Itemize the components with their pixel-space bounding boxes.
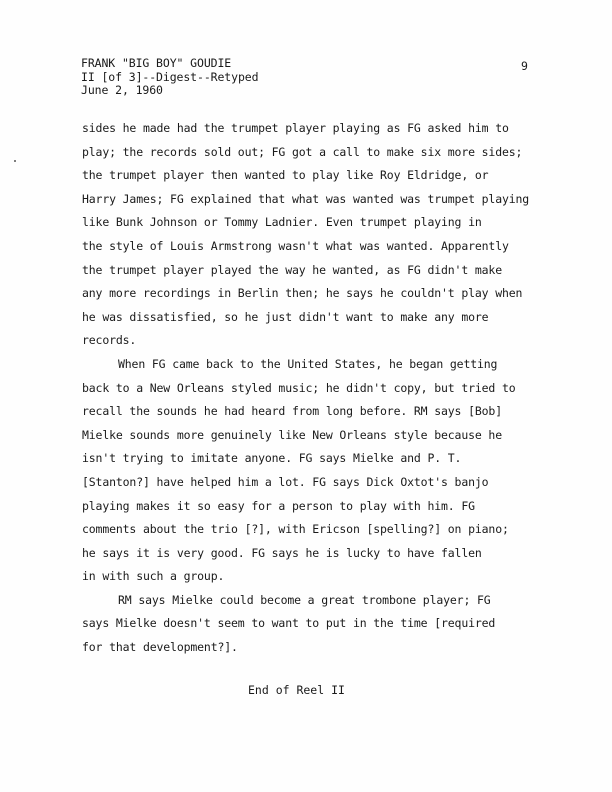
text-line: comments about the trio [?], with Ericson [spelling?] on piano;	[82, 522, 509, 537]
text-line: back to a New Orleans styled music; he didn't copy, but tried to	[82, 380, 516, 395]
text-line: play; the records sold out; FG got a call to make six more sides;	[82, 144, 523, 159]
text-line: for that development?].	[82, 640, 238, 655]
text-line: Mielke sounds more genuinely like New Orleans style because he	[82, 427, 502, 442]
text-line: When FG came back to the United States, he began getting	[118, 356, 498, 371]
text-line: records.	[82, 333, 137, 348]
text-line: says Mielke doesn't seem to want to put in the time [required	[82, 616, 496, 631]
text-line: he was dissatisfied, so he just didn't want to make any more	[82, 309, 489, 324]
header-reel-info: II [of 3]--Digest--Retyped	[81, 69, 259, 84]
text-line: [Stanton?] have helped him a lot. FG says Dick Oxtot's banjo	[82, 474, 489, 489]
text-line: the style of Louis Armstrong wasn't what was wanted. Apparently	[82, 238, 509, 253]
text-line: sides he made had the trumpet player playing as FG asked him to	[82, 121, 509, 135]
scan-speck	[14, 160, 16, 162]
text-line: like Bunk Johnson or Tommy Ladnier. Even trumpet playing in	[82, 215, 482, 230]
page-number: 9	[521, 59, 528, 73]
text-line: recall the sounds he had heard from long before. RM says [Bob]	[82, 404, 502, 419]
text-line: the trumpet player then wanted to play like Roy Eldridge, or	[82, 168, 489, 183]
text-line: Harry James; FG explained that what was wanted was trumpet playing	[82, 191, 530, 206]
text-line: the trumpet player played the way he wanted, as FG didn't make	[82, 262, 502, 277]
text-line: in with such a group.	[82, 569, 225, 584]
document-body	[82, 117, 582, 660]
header-subject-name: FRANK "BIG BOY" GOUDIE	[81, 56, 232, 70]
text-line: he says it is very good. FG says he is lucky to have fallen	[82, 545, 482, 560]
text-line: RM says Mielke could become a great trombone player; FG	[118, 592, 491, 607]
end-of-reel-text: End of Reel II	[248, 683, 345, 697]
text-line: isn't trying to imitate anyone. FG says Mielke and P. T.	[82, 451, 462, 466]
text-line: any more recordings in Berlin then; he says he couldn't play when	[82, 286, 523, 301]
document-header	[81, 57, 258, 98]
text-line: playing makes it so easy for a person to play with him. FG	[82, 498, 475, 513]
header-date: June 2, 1960	[81, 83, 163, 97]
